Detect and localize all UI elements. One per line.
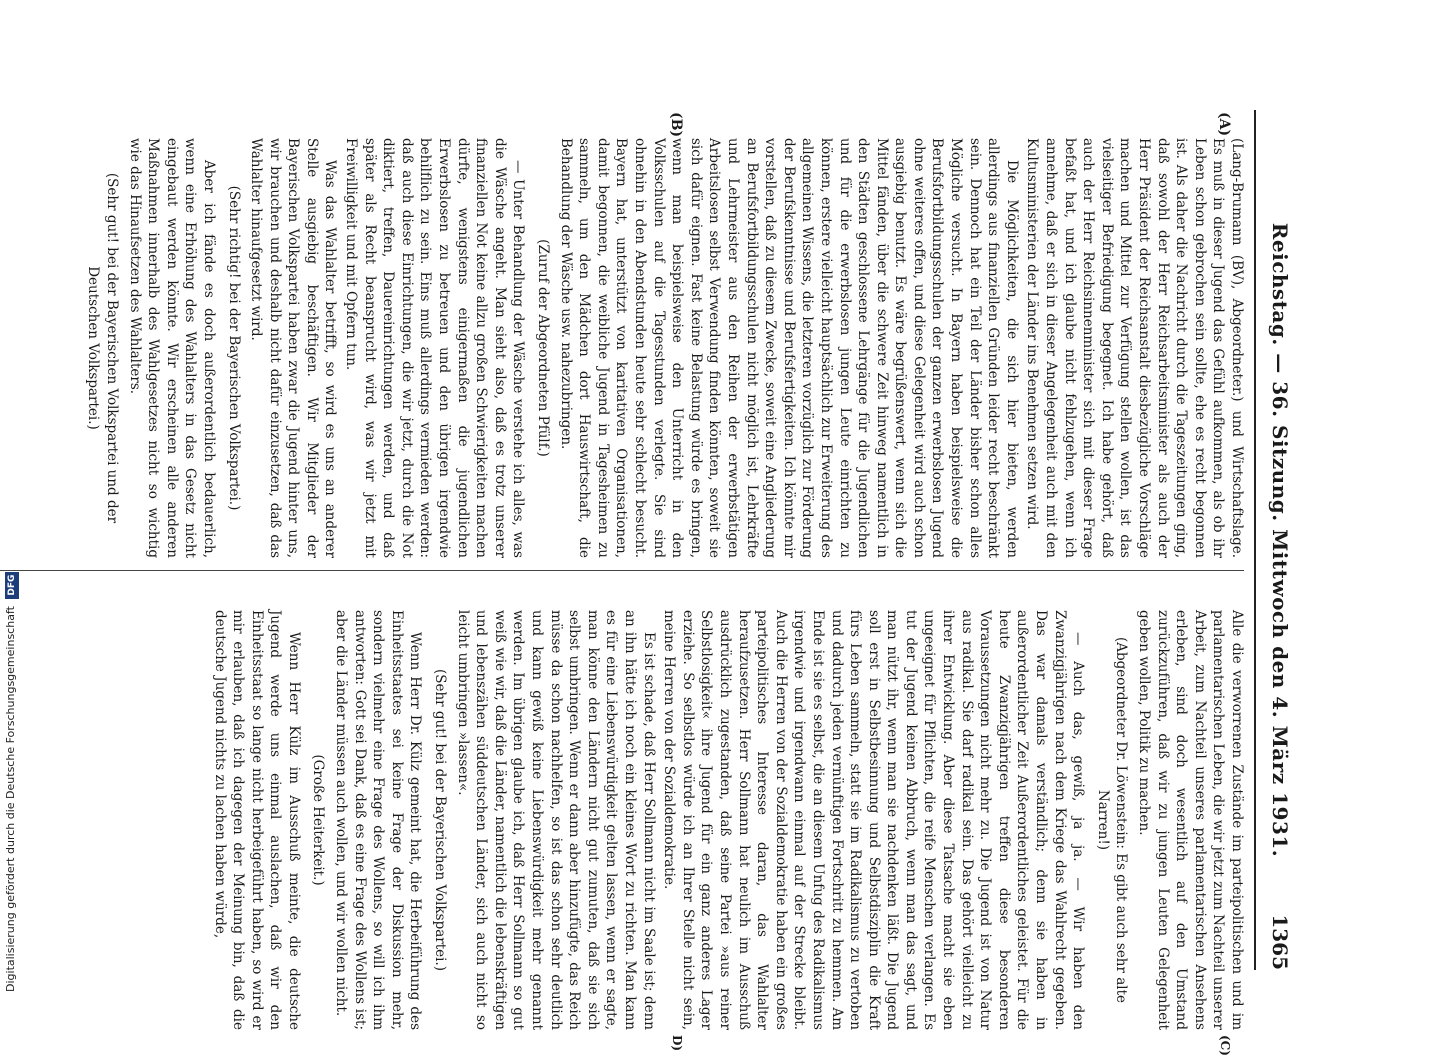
paragraph: Wenn Herr Dr. Külz gemeint hat, die Herbeiführung des Einheitsstaates sei keine Frage der Diskussion mehr, sondern vielmehr eine Frage des Wollens, so will ich ihm antworten: Gott sei Dank, daß es eine Frage des Wollens ist; aber die Länder müssen auch wollen, und wir wollen nicht. (333, 610, 424, 1030)
margin-marker-c: (C) (1218, 1035, 1232, 1056)
funding-sidebar (0, 0, 20, 1000)
paragraph: Es ist schade, daß Herr Sollmann nicht im Saale ist; denn an ihn hätte ich noch ein kleines Wort zu richten. Man kann es für eine Liebenswürdigkeit gelten lassen, wenn er sagte, man könne den Ländern nicht gut zumuten, daß sie sich selbst umbringen. Wenn er dann aber hinzufügte, das Reich müsse da schon nachhelfen, so ist das schon sehr deutlich und kann gewiß keine Liebenswürdigkeit mehr genannt werden. Im übrigen glaube ich, daß Herr Sollmann so gut weiß wie wir, daß die Länder, namentlich die lebenskräftigen und lebenszähen süddeutschen Länder, sich auch nicht so leicht umbringen »lassen«. (454, 610, 657, 1030)
margin-marker-d: D) (670, 1035, 684, 1052)
running-title: Reichstag. — 36. Sitzung. Mittwoch den 4. März 1931. (1268, 222, 1292, 858)
page-header (1262, 110, 1292, 970)
interjection: (Sehr richtig! bei der Bayerischen Volkspartei.) (225, 185, 242, 511)
paragraph: (Lang-Brumann (BV), Abgeordneter.) und Wirtschaftslage. Es muß in dieser Jugend das Gefühl aufkommen, als ob ihr Leben schon gebrochen sein sollte, ehe es recht begonnen ist. Als daher die Nachricht durch die Tageszeitungen ging, daß sowohl der Herr Reichsarbeitsminister als auch der Herr Präsident der Reichsanstalt diesbezügliche Vorschläge machen und Mittel zur Verfügung stellen wollen, ist das vielseitiger Befriedigung begegnet. Ich habe gehört, daß auch der Herr Reichsinnenminister sich mit dieser Frage befaßt hat, und ich glaube nicht fehlzugehen, wenn ich annehme, daß er sich in dieser Angelegenheit auch mit den Kultusministerien der Länder ins Benehmen setzen wird. (1024, 138, 1245, 558)
paragraph: — Unter Behandlung der Wäsche verstehe ich alles, was die Wäsche angeht. Man sieht also, daß es trotz unserer finanziellen Not keine allzu großen Schwierigkeiten machen dürfte, wenigstens einigermaßen die jugendlichen Erwerbslosen zu betreuen und den übrigen irgendwie behilflich zu sein. Eins muß allerdings vermieden werden: daß auch diese Einrichtungen, die wir jetzt, durch die Not diktiert, treffen, Dauereinrichtungen werden, und daß später als Recht beansprucht wird, was wir jetzt mit Freiwilligkeit und mit Opfern tun. (343, 138, 527, 558)
interjection: (Große Heiterkeit.) (310, 754, 327, 886)
funding-note: Digitalisierung gefördert durch die Deutsche Forschungsgemeinschaft (4, 606, 17, 992)
document-page (0, 50, 1384, 1056)
paragraph: Aber ich fände es doch außerordentlich bedauerlich, wenn eine Erhöhung des Wahlalters in das Gesetz nicht eingebaut werden könnte. Wir erscheinen alle anderen Maßnahmen innerhalb des Wahlgesetzes nicht so wichtig wie das Hinaufsetzen des Wahlalters. (126, 138, 217, 558)
interjection: (Sehr gut! bei der Bayerischen Volkspartei.) (432, 668, 449, 972)
paragraph: Was das Wahlalter betrifft, so wird es uns an anderer Stelle ausgiebig beschäftigen. Wir Mitglieder der Bayerischen Volkspartei haben zwar die Jugend hinter uns, wir brauchen und deshalb nicht dafür einzusetzen, daß das Wahlalter hinaufgesetzt wird. (248, 138, 339, 558)
margin-marker-b: (B) (668, 112, 684, 138)
paragraph: Alle die verworrenen Zustände im parteipolitischen und im parlamentarischen Leben, die wir jetzt zum Nachteil unserer Arbeit, zum Nachteil unseres parlamentarischen Ansehens erleben, sind doch wesentlich auf den Umstand zurückzuführen, daß wir zu jungen Leuten Gelegenheit geben wollen, Politik zu machen. (1136, 610, 1245, 1030)
left-column (78, 138, 1246, 558)
right-column (208, 610, 1246, 1030)
margin-marker-a: (A) (1216, 112, 1232, 137)
paragraph: Die Möglichkeiten, die sich hier bieten, werden allerdings aus finanziellen Gründen leider recht beschränkt sein. Dennoch hat ein Teil der Länder bisher schon alles Mögliche versucht. In Bayern haben beispielsweise die Berufsfortbildungsschulen der ganzen erwerbslosen Jugend ohne weiteres offen, und diese Gelegenheit wird auch schon ausgiebig benutzt. Es wäre begrüßenswert, wenn sich die Mittel fänden, über die schwere Zeit hinweg namentlich in den Städten geschlossene Lehrgänge für die Jugendlichen und für die erwerbslosen jungen Leute einrichten zu können, erstere vielleicht hauptsächlich zur Erweiterung des allgemeinen Wissens, die letzteren vorzüglich zur Förderung der Berufskenntnisse und Berufsfertigkeiten. Ich könnte mir vorstellen, daß zu diesem Zwecke, soweit eine Angliederung an Berufsfortbildungsschulen nicht möglich ist, Lehrkräfte und Lehrmeister aus den Reihen der erwerbstätigen Arbeitslosen selbst Verwendung finden könnten, soweit sie sich dafür eignen. Fast keine Belastung würde es bringen, wenn man beispielsweise den Unterricht in den Volksschulen auf die Tagesstunden verlegte. Sie sind ohnehin in den Abendstunden heute sehr schlecht besucht. Bayern hat, unterstützt von karitativen Organisationen, damit begonnen, die weibliche Jugend in Tagesheimen zu sammeln, um den Mädchen dort Hauswirtschaft, die Behandlung der Wäsche usw. nahezubringen. (557, 138, 1020, 558)
column-divider (0, 570, 1244, 571)
interjection: (Sehr gut! bei der Bayerischen Volkspartei und der Deutschen Volkspartei.) (85, 172, 120, 524)
paragraph: — Auch das, gewiß, ja ja. — Wir haben den Zwanzigjährigen nach dem Kriege das Wahlrecht gegeben. Das war damals verständlich; denn sie haben in außerordentlicher Zeit Außerordentliches geleistet. Für die heute Zwanzigjährigen treffen diese besonderen Voraussetzungen nicht mehr zu. Die Jugend ist von Natur aus radikal. Sie darf radikal sein. Das gehört vielleicht zu ihrer Entwicklung. Aber diese Tatsache macht sie eben ungeeignet für Pflichten, die reife Menschen verlangen. Es tut der Jugend keinen Abbruch, wenn man das sagt, und man nützt ihr, wenn man sie nachdenken läßt. Die Jugend soll erst in Selbstbesinnung und Selbstdisziplin die Kraft fürs Leben sammeln, statt sie im Radikalismus zu vertoben und dadurch jeden vernünftigen Fortschritt zu hemmen. Am Ende ist sie es selbst, die an diesem Unfug des Radikalismus irgendwie und irgendwann einmal auf der Strecke bleibt. Auch die Herren von der Sozialdemokratie haben ein großes parteipolitisches Interesse daran, das Wahlalter heraufzusetzen. Herr Sollmann hat neulich im Ausschuß ausdrücklich zugestanden, daß seine Partei »aus reiner Selbstlosigkeit« ihre Jugend für ein ganz anderes Lager erziehe. So selbstlos würde ich an Ihrer Stelle nicht sein, meine Herren von der Sozialdemokratie. (661, 610, 1087, 1030)
dfg-logo: DFG (5, 572, 19, 599)
page-number: 1365 (1268, 914, 1292, 970)
paragraph: Wenn Herr Külz im Ausschuß meinte, die deutsche Jugend werde uns einmal auslachen, daß wir den Einheitsstaat so lange nicht herbeigeführt haben, so wird er mir erlauben, daß ich dagegen der Meinung bin, daß die deutsche Jugend nichts zu lachen haben würde, (211, 610, 302, 1030)
interjection: (Zuruf der Abgeordneten Pfülf.) (535, 239, 552, 457)
header-rule (1254, 110, 1256, 970)
interjection: (Abgeordneter Dr. Löwenstein: Es gibt auch sehr alte Narren!) (1094, 636, 1130, 1004)
